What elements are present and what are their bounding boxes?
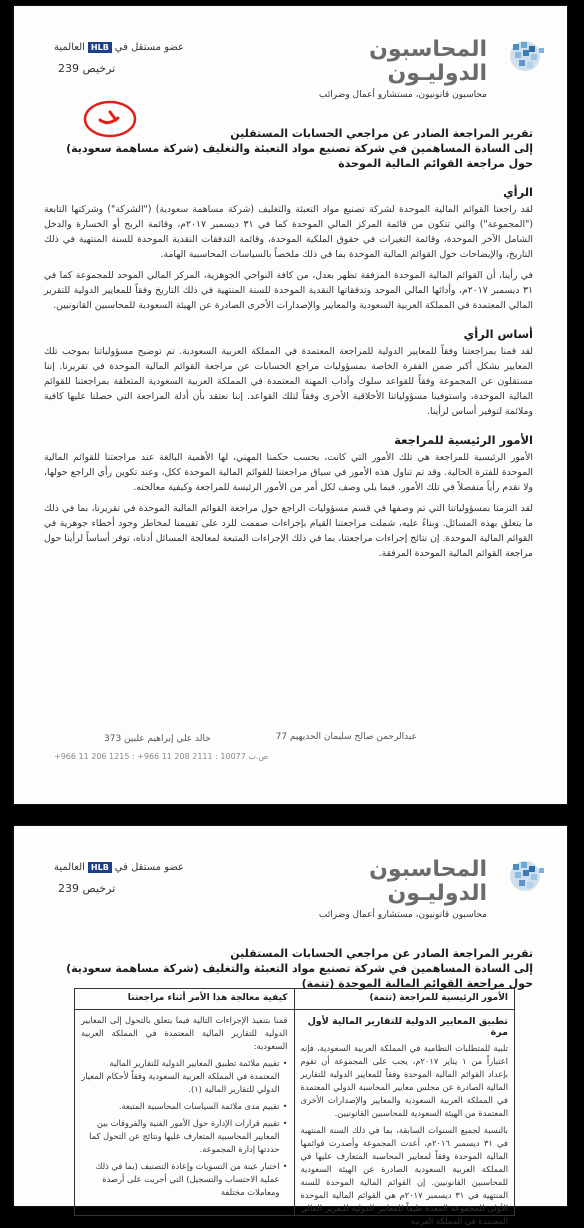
opinion-heading: الرأي: [503, 185, 533, 199]
kam-column: [295, 989, 515, 1226]
title-line-1: تقرير المراجعة الصادر عن مراجعي الحسابات المستقلين: [230, 127, 533, 140]
member-suffix: العالمية: [54, 862, 85, 873]
member-line: [54, 42, 184, 53]
response-bullet: • تقييم ملائمة تطبيق المعايير الدولية للتقارير المالية المعتمدة في المملكة العربية السعودية وفقاً لأحكام المعيار الدولي للتقارير المالية (١).: [81, 1057, 288, 1096]
signature-left: خالد علي إبراهيم علبين 373: [104, 734, 211, 744]
report-body-2: [14, 946, 567, 991]
kam-cell-paragraph-2: بالنسبة لجميع السنوات السابقة، بما في ذلك السنة المنتهية في ٣١ ديسمبر ٢٠١٦م، أعدت المجموعة وأصدرت قوائمها المالية الموحدة وفقاً لمعايير المحاسبة المتعارف عليها في المملكة العربية السعودية الصادرة عن الهيئة السعودية للمحاسبين القانونيين. إن القوائم المالية الموحدة للسنة المنتهية في ٣١ ديسمبر ٢٠١٧م هي القوائم المالية الموحدة الأولى للمجموعة المعدة طبقاً للمعايير الدولية للتقرير المالي المعتمدة في المملكة العربية: [300, 1125, 508, 1226]
response-bullet: • تقييم مدى ملائمة السياسات المحاسبية المتبعة.: [81, 1100, 288, 1113]
basis-heading: أساس الرأي: [463, 327, 533, 341]
ifrs-subheading: تطبيق المعايير الدولية للتقارير المالية لأول مرة: [307, 1016, 508, 1038]
kam-heading: الأمور الرئيسية للمراجعة: [394, 433, 533, 447]
globe-logo-icon: [503, 36, 553, 76]
logo-tagline: محاسبون قانونيون، مستشارو أعمال وضرائب: [318, 90, 487, 100]
globe-logo-icon: [503, 856, 553, 896]
basis-paragraph: لقد قمنا بمراجعتنا وفقاً للمعايير الدولية للمراجعة المعتمدة في المملكة العربية السعودية. تم توضيح مسؤولياتنا بموجب تلك المعايير بشكل أكبر ضمن الفقرة الخاصة بمسؤوليات مراجع الحسابات عن مراجعة القوائم المالية الموحدة في تقريرنا. إننا مستقلون عن المجموعة وفقاً للقواعد سلوك وآداب المهنة المعتمدة في المملكة العربية السعودية المتعلقة بمراجعتنا للقوائم المالية الموحدة، واستوفينا مسؤولياتنا الأخلاقية الأخرى وفقاً لتلك القواعد. إننا نعتقد بأن أدلة المراجعة التي حصلنا عليها كافية وملائمة لتوفير أساس لرأينا.: [44, 346, 533, 417]
report-body: [14, 126, 567, 561]
firm-logo-text: [319, 38, 487, 100]
title-line-1: تقرير المراجعة الصادر عن مراجعي الحسابات المستقلين: [230, 947, 533, 960]
title-line-3: حول مراجعة القوائم المالية الموحدة (تتمة): [301, 977, 533, 990]
logo-line-2: الدوليـون: [387, 881, 487, 906]
response-bullet: • تقييم قرارات الإدارة حول الأمور الفنية والفروقات بين المعايير المحاسبية المتعارف عليها ونتائج عن التحول كما حددتها إدارة المجموعة.: [81, 1117, 288, 1156]
report-page-1: [14, 6, 567, 804]
logo-line-2: الدوليـون: [387, 61, 487, 86]
member-suffix: العالمية: [54, 42, 85, 53]
kam-cell-paragraph-1: تلبية للمتطلبات النظامية في المملكة العربية السعودية، فإنه اعتباراً من ١ يناير ٢٠١٧م، يجب على المجموعة أن تقوم بإعداد القوائم المالية الموحدة وفقاً للمعايير الدولية للتقارير المالية الصادرة عن مجلس معايير المحاسبة الدولي المعتمدة في المملكة العربية السعودية والمعايير والإصدارات الأخرى المعتمدة من الهيئة السعودية للمحاسبين القانونيين.: [300, 1043, 508, 1118]
license-number: ترخيص 239: [58, 62, 116, 75]
report-title-2: [44, 946, 533, 991]
letterhead: [14, 6, 567, 126]
member-line: [54, 862, 184, 873]
member-text: عضو مستقل في: [114, 862, 185, 873]
signatures: [14, 724, 567, 784]
kam-paragraph-1: الأمور الرئيسية للمراجعة هي تلك الأمور التي كانت، بحسب حكمنا المهني، لها الأهمية البالغة عند مراجعتنا للقوائم المالية الموحدة للفترة الحالية. وقد تم تناول هذه الأمور في سياق مراجعتنا للقوائم المالية الموحدة ككل، وعند تكوين رأي الراجع حولها، ولا نقدم رأياً منفصلاً في تلك الأمور. فيما يلي وصف لكل أمر من الأمور الرئيسة للمراجعة وكيفية معالجته.: [44, 452, 533, 493]
title-line-2: إلى السادة المساهمين في شركة تصنيع مواد التعبئة والتغليف (شركة مساهمة سعودية): [66, 142, 533, 155]
footer-contact: +966 11 206 1215 : +966 11 208 2111 : ص.ب 10077: [54, 752, 269, 761]
title-line-3: حول مراجعة القوائم المالية الموحدة: [338, 157, 533, 170]
hlb-logo: HLB: [88, 862, 112, 873]
logo-tagline: محاسبون قانونيون، مستشارو أعمال وضرائب: [318, 910, 487, 920]
logo-line-1: المحاسبون: [369, 37, 487, 62]
hlb-logo: HLB: [88, 42, 112, 53]
firm-logo-text: [319, 858, 487, 920]
license-number: ترخيص 239: [58, 882, 116, 895]
response-column-header: كيفية معالجة هذا الأمر أثناء مراجعتنا: [75, 989, 294, 1010]
report-page-2: [14, 826, 567, 1226]
kam-column-header: الأمور الرئيسية للمراجعة (تتمة): [295, 989, 515, 1010]
logo-line-1: المحاسبون: [369, 857, 487, 882]
opinion-paragraph-1: لقد راجعنا القوائم المالية الموحدة لشركة تصنيع مواد التعبئة والتغليف (شركة مساهمة سعودية) ("الشركة") وشركتها التابعة ("المجموعة") والتي تتكون من قائمة المركز المالي الموحدة كما في ٣١ ديسمبر ٢٠١٧م، وقائمة الربح أو الخسارة والدخل الشامل الآخر الموحدة، وقائمة التغيرات في حقوق الملكية الموحدة، وقائمة التدفقات النقدية الموحدة للسنة المنتهية في ذلك التاريخ، والإيضاحات حول القوائم المالية الموحدة بما في ذلك ملخصاً بالسياسات المحاسبية الهامة.: [44, 204, 533, 260]
letterhead-2: [14, 826, 567, 946]
kam-table: [74, 988, 515, 1226]
red-circle-annotation-icon: [80, 98, 140, 140]
signature-right: عبدالرحمن صالح سليمان الحديهيم 77: [275, 732, 417, 742]
response-bullet: • اختبار عينة من التسويات وإعادة التصنيف (بما في ذلك عملية الاحتساب والتسجيل) التي أجريت على أرصدة ومعاملات مختلفة: [81, 1160, 288, 1199]
title-line-2: إلى السادة المساهمين في شركة تصنيع مواد التعبئة والتغليف (شركة مساهمة سعودية): [66, 962, 533, 975]
opinion-paragraph-2: في رأينا، أن القوائم المالية الموحدة المرفقة تظهر بعدل، من كافة النواحي الجوهرية، المركز المالي الموحد للمجموعة كما في ٣١ ديسمبر ٢٠١٧م، وأدائها المالي الموحد وتدفقاتها النقدية الموحدة للسنة المنتهية في ذلك التاريخ وفقاً للمعايير الدولية للتقرير المالي المعتمدة في المملكة العربية السعودية والمعايير والإصدارات الأخرى الصادرة عن الهيئة السعودية للمحاسبين القانونيين.: [44, 270, 533, 311]
response-column: [75, 989, 295, 1215]
response-intro: قمنا بتنفيذ الإجراءات التالية فيما يتعلق بالتحول إلى المعايير الدولية للتقارير المالية المعتمدة في المملكة العربية السعودية:: [81, 1015, 288, 1051]
kam-paragraph-2: لقد التزمنا بمسؤولياتنا التي تم وصفها في قسم مسؤوليات الراجع حول مراجعة القوائم المالية الموحدة في تقريرنا، بما في ذلك ما يتعلق بهذه المسائل. وبناءً عليه، شملت مراجعتنا القيام بإجراءات صممت للرد على تقييمنا لمخاطر وجود أخطاء جوهرية في القوائم المالية الموحدة. إن نتائج إجراءات مراجعتنا، بما في ذلك الإجراءات المتبعة لمعالجة المسائل أدناه، توفر أساساً لرأينا حول مراجعة القوائم المالية الموحدة المرفقة.: [44, 503, 533, 559]
member-text: عضو مستقل في: [114, 42, 185, 53]
